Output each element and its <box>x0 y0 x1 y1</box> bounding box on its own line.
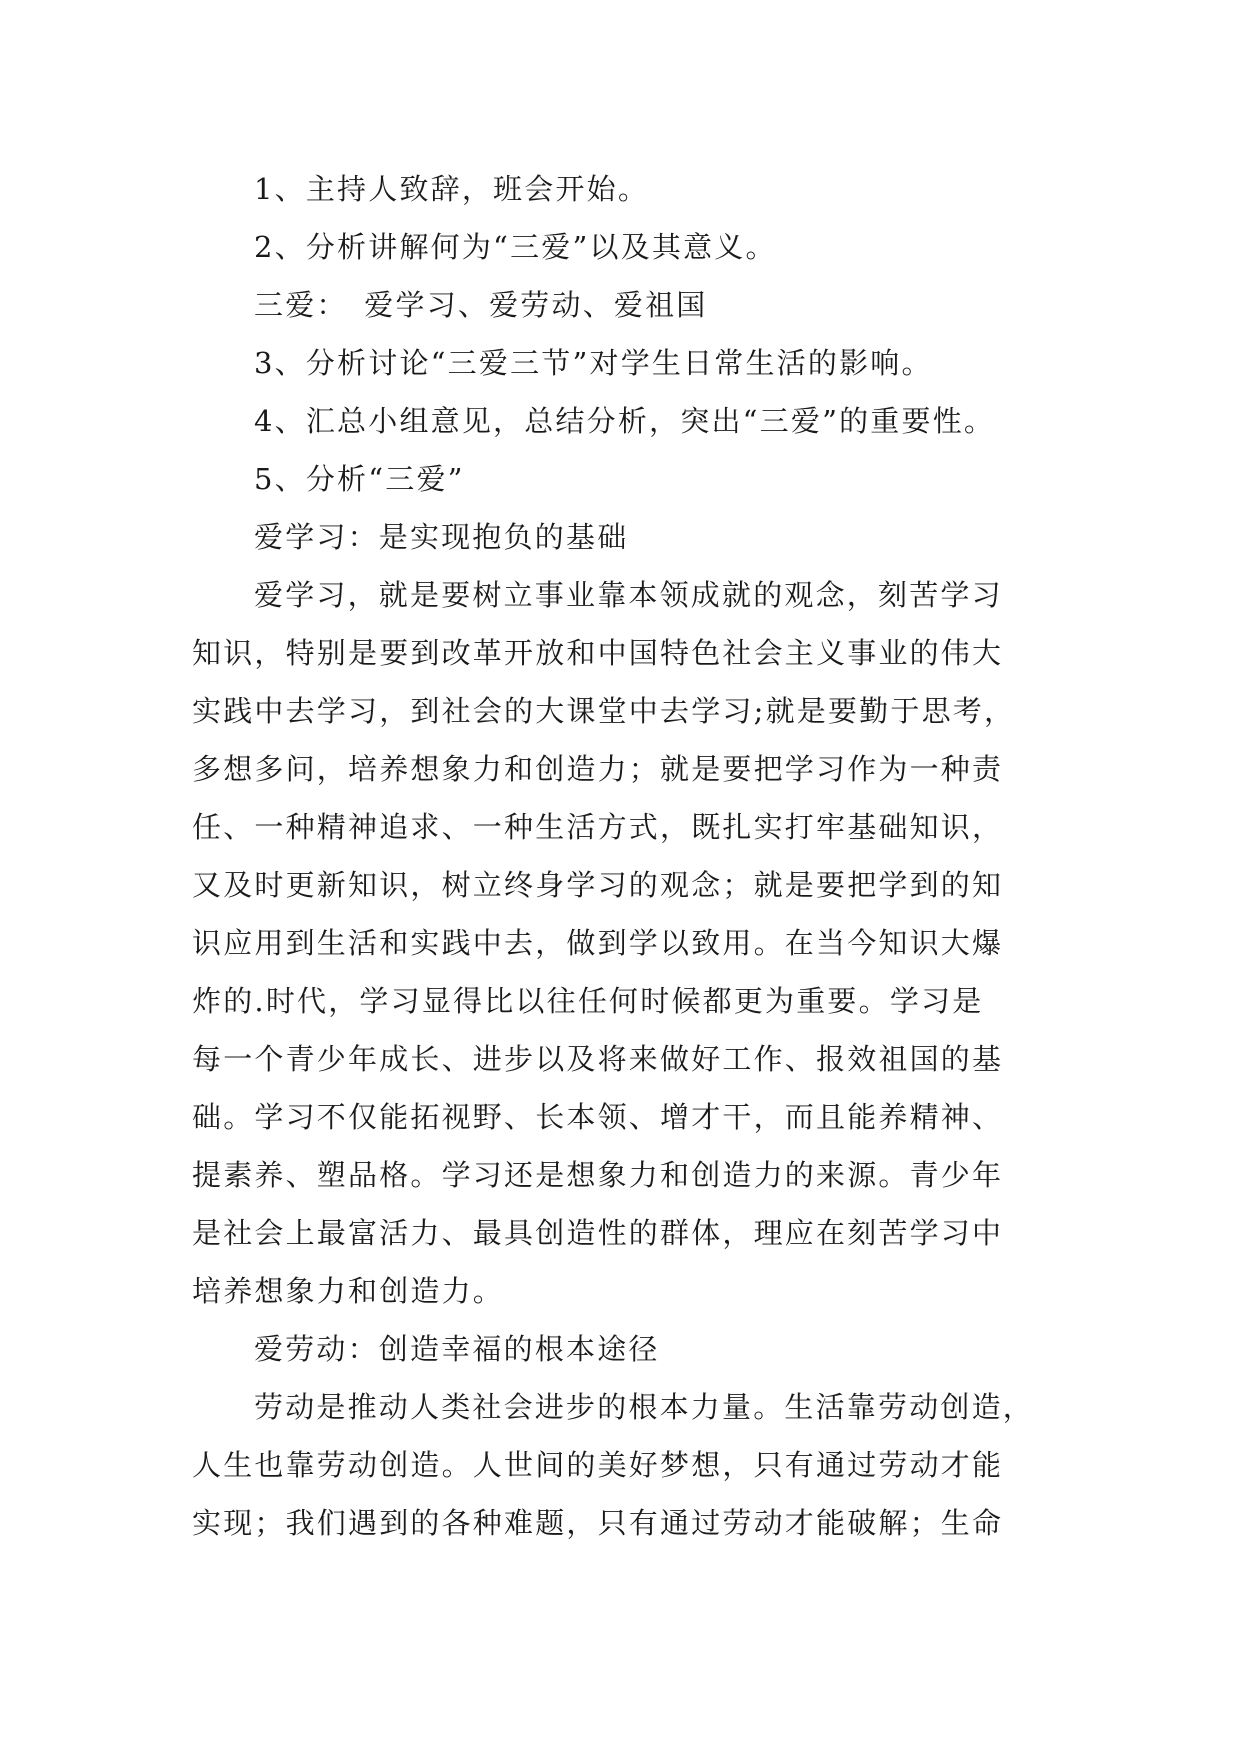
paragraph-line: 人生也靠劳动创造。人世间的美好梦想，只有通过劳动才能 <box>192 1448 1004 1482</box>
paragraph-line: 实践中去学习，到社会的大课堂中去学习;就是要勤于思考， <box>192 694 1016 728</box>
agenda-item-4: 4、汇总小组意见，总结分析，突出“三爱”的重要性。 <box>254 404 996 438</box>
agenda-item-5: 5、分析“三爱” <box>254 462 465 496</box>
paragraph-love-labor <box>192 1378 1052 1552</box>
agenda-item-1: 1、主持人致辞，班会开始。 <box>254 172 650 206</box>
paragraph-line: 培养想象力和创造力。 <box>192 1274 505 1308</box>
agenda-item-2: 2、分析讲解何为“三爱”以及其意义。 <box>254 230 777 264</box>
section-heading-love-labor: 爱劳动：创造幸福的根本途径 <box>254 1332 660 1366</box>
paragraph-line: 劳动是推动人类社会进步的根本力量。生活靠劳动创造， <box>254 1390 1035 1424</box>
paragraph-line: 爱学习，就是要树立事业靠本领成就的观念，刻苦学习 <box>254 578 1003 612</box>
paragraph-line: 多想多问，培养想象力和创造力；就是要把学习作为一种责 <box>192 752 1004 786</box>
paragraph-line: 炸的.时代，学习显得比以往任何时候都更为重要。学习是 <box>192 984 984 1018</box>
paragraph-line: 任、一种精神追求、一种生活方式，既扎实打牢基础知识， <box>192 810 1004 844</box>
three-loves-line: 三爱： 爱学习、爱劳动、爱祖国 <box>254 288 708 322</box>
paragraph-line: 础。学习不仅能拓视野、长本领、增才干，而且能养精神、 <box>192 1100 1004 1134</box>
paragraph-line: 实现；我们遇到的各种难题，只有通过劳动才能破解；生命 <box>192 1506 1004 1540</box>
agenda-item-3: 3、分析讨论“三爱三节”对学生日常生活的影响。 <box>254 346 933 380</box>
section-heading-love-learning: 爱学习：是实现抱负的基础 <box>254 520 629 554</box>
paragraph-line: 每一个青少年成长、进步以及将来做好工作、报效祖国的基 <box>192 1042 1004 1076</box>
paragraph-love-learning <box>192 566 1052 1320</box>
paragraph-line: 知识，特别是要到改革开放和中国特色社会主义事业的伟大 <box>192 636 1004 670</box>
paragraph-line: 提素养、塑品格。学习还是想象力和创造力的来源。青少年 <box>192 1158 1004 1192</box>
paragraph-line: 又及时更新知识，树立终身学习的观念；就是要把学到的知 <box>192 868 1004 902</box>
paragraph-line: 识应用到生活和实践中去，做到学以致用。在当今知识大爆 <box>192 926 1004 960</box>
paragraph-line: 是社会上最富活力、最具创造性的群体，理应在刻苦学习中 <box>192 1216 1004 1250</box>
document-body <box>192 160 1052 1552</box>
